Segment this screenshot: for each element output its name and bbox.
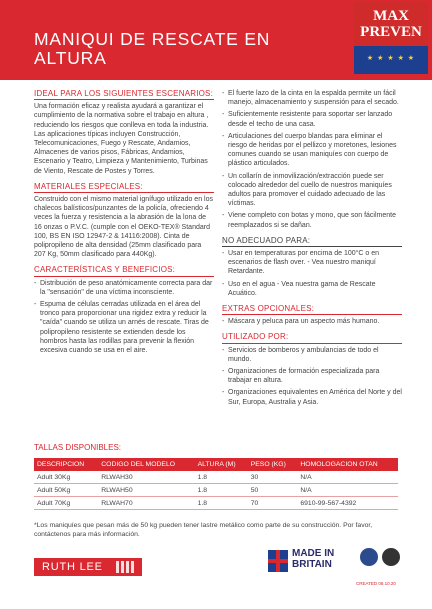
feature-item: - El fuerte lazo de la cinta en la espalda permite un fácil manejo, almacenamiento y suspensión para el secado. — [222, 89, 402, 107]
materials-heading: MATERIALES ESPECIALES: — [34, 182, 214, 193]
table-row — [34, 484, 398, 497]
table-cell: Adult 30Kg — [34, 471, 98, 484]
table-cell: 1.8 — [195, 497, 248, 510]
ideal-heading: IDEAL PARA LOS SIGUIENTES ESCENARIOS: — [34, 89, 214, 100]
logo-stars: ★ ★ ★ ★ ★ — [366, 55, 416, 62]
not-suitable-item: - Uso en el agua - Vea nuestra gama de Rescate Acuático. — [222, 280, 402, 298]
col-header: ALTURA (M) — [195, 458, 248, 471]
footnote: *Los maniquíes que pesan más de 50 kg pueden tener lastre metálico como parte de su construcción. Por favor, contáctenos para más información. — [34, 522, 373, 538]
table-cell: 50 — [248, 484, 298, 497]
not-suitable-item: - Usar en temperaturas por encima de 100°C o en escenarios de flash over. - Vea nuestro maniquí Retardante. — [222, 249, 402, 277]
logo-text-max: MAX — [373, 8, 409, 24]
table-cell: RLWAH70 — [98, 497, 194, 510]
maxpreven-logo — [354, 2, 428, 74]
table-cell: 70 — [248, 497, 298, 510]
created-date: CREATED 08.10.20 — [356, 581, 396, 586]
made-in-britain-badge — [268, 548, 352, 576]
table-cell: RLWAH50 — [98, 484, 194, 497]
header-banner — [0, 0, 432, 80]
certification-icon — [360, 548, 378, 566]
col-header: DESCRIPCION — [34, 458, 98, 471]
materials-text: Construido con el mismo material ignífugo utilizado en los chalecos balísticos/punzantes de la policía, ofreciendo 4 veces la fuerza y resistencia a la abrasión de la lona de 16 onzas o P.V.C. (cumple con el OEKO-TEX® Standard 100, BS EN ISO 12947-2 & 14116:2008). Cinta de polipropileno de alta densidad (25mm clasificado para 207 Kg, 50mm clasificado para 440Kg). — [34, 196, 213, 259]
feature-item: - Espuma de células cerradas utilizada en el área del tronco para proporcionar una rigidez extra y reducir la "caída" cuando se utiliza un arnés de rescate. Tiras de polipropileno resistente se extienden desde los hombros hasta las rodillas para prevenir la flexión excesiva cuando se usa en el aire. — [34, 300, 214, 355]
ruth-lee-logo — [34, 558, 142, 576]
iso-certification-icon — [382, 548, 400, 566]
feature-item: - Un collarín de inmovilización/extracción puede ser colocado alrededor del cuello de nuestros maniquíes adultos para promover el cuidado adecuado de las víctimas. — [222, 172, 402, 209]
extras-heading: EXTRAS OPCIONALES: — [222, 304, 402, 315]
feature-item: - Articulaciones del cuerpo blandas para eliminar el riesgo de heridas por el pellizco y moretones, lesiones comunes cuando se usan maniquíes con cuerpo de plástico articulados. — [222, 132, 402, 169]
col-header: PESO (KG) — [248, 458, 298, 471]
sizes-title: TALLAS DISPONIBLES: — [34, 443, 121, 452]
table-row — [34, 471, 398, 484]
table-cell: RLWAH30 — [98, 471, 194, 484]
extras-item: - Máscara y peluca para un aspecto más humano. — [222, 317, 402, 326]
brand-name: RUTH LEE — [42, 561, 103, 573]
britain-label: BRITAIN — [292, 559, 332, 570]
table-row — [34, 497, 398, 510]
table-cell: N/A — [297, 471, 398, 484]
table-cell: Adult 50Kg — [34, 484, 98, 497]
not-suitable-heading: NO ADECUADO PARA: — [222, 236, 402, 247]
used-by-item: - Servicios de bomberos y ambulancias de todo el mundo. — [222, 346, 402, 364]
made-in-britain-text — [292, 548, 334, 570]
used-by-heading: UTILIZADO POR: — [222, 332, 402, 343]
union-flag-icon — [268, 550, 288, 572]
table-cell: Adult 70Kg — [34, 497, 98, 510]
col-header: HOMOLOGACION OTAN — [297, 458, 398, 471]
left-column — [34, 89, 214, 355]
col-header: CODIGO DEL MODELO — [98, 458, 194, 471]
used-by-item: - Organizaciones de formación especializada para trabajar en altura. — [222, 367, 402, 385]
made-in-label: MADE IN — [292, 548, 335, 559]
feature-item: - Suficientemente resistente para soportar ser lanzado desde el techo de una casa. — [222, 110, 402, 128]
table-cell: N/A — [297, 484, 398, 497]
right-column — [222, 89, 402, 407]
sizes-table — [34, 458, 398, 510]
feature-item: - Distribución de peso anatómicamente correcta para dar la "sensación" de una víctima inconsciente. — [34, 279, 214, 297]
features-heading: CARACTERÍSTICAS Y BENEFICIOS: — [34, 265, 214, 276]
feature-item: - Viene completo con botas y mono, que son fácilmente reemplazados si se dañan. — [222, 211, 402, 229]
brand-grid-icon — [116, 561, 136, 573]
page-title: MANIQUI DE RESCATE EN ALTURA — [34, 29, 271, 68]
ideal-text: Una formación eficaz y realista ayudará a garantizar el cumplimiento de la normativa sobre el trabajo en altura , reduciendo los riesgos que conlleva en toda la industria. Las aplicaciones típicas incluyen Construcción, Telecomunicaciones, Fuego y Rescate, Andamios, Almacenes de varios pisos, Fábricas, Andamios, Escenario y Teatro, Limpieza y Mantenimiento, Turbinas de Viento, Rescate de Postes y Torres. — [34, 103, 209, 175]
table-cell: 6910-99-567-4392 — [297, 497, 398, 510]
table-cell: 1.8 — [195, 484, 248, 497]
table-cell: 30 — [248, 471, 298, 484]
logo-text-preven: PREVEN — [360, 24, 422, 40]
table-header-row — [34, 458, 398, 471]
used-by-item: - Organizaciones equivalentes en América del Norte y del Sur, Europa, Australia y Asia. — [222, 388, 402, 406]
table-cell: 1.8 — [195, 471, 248, 484]
